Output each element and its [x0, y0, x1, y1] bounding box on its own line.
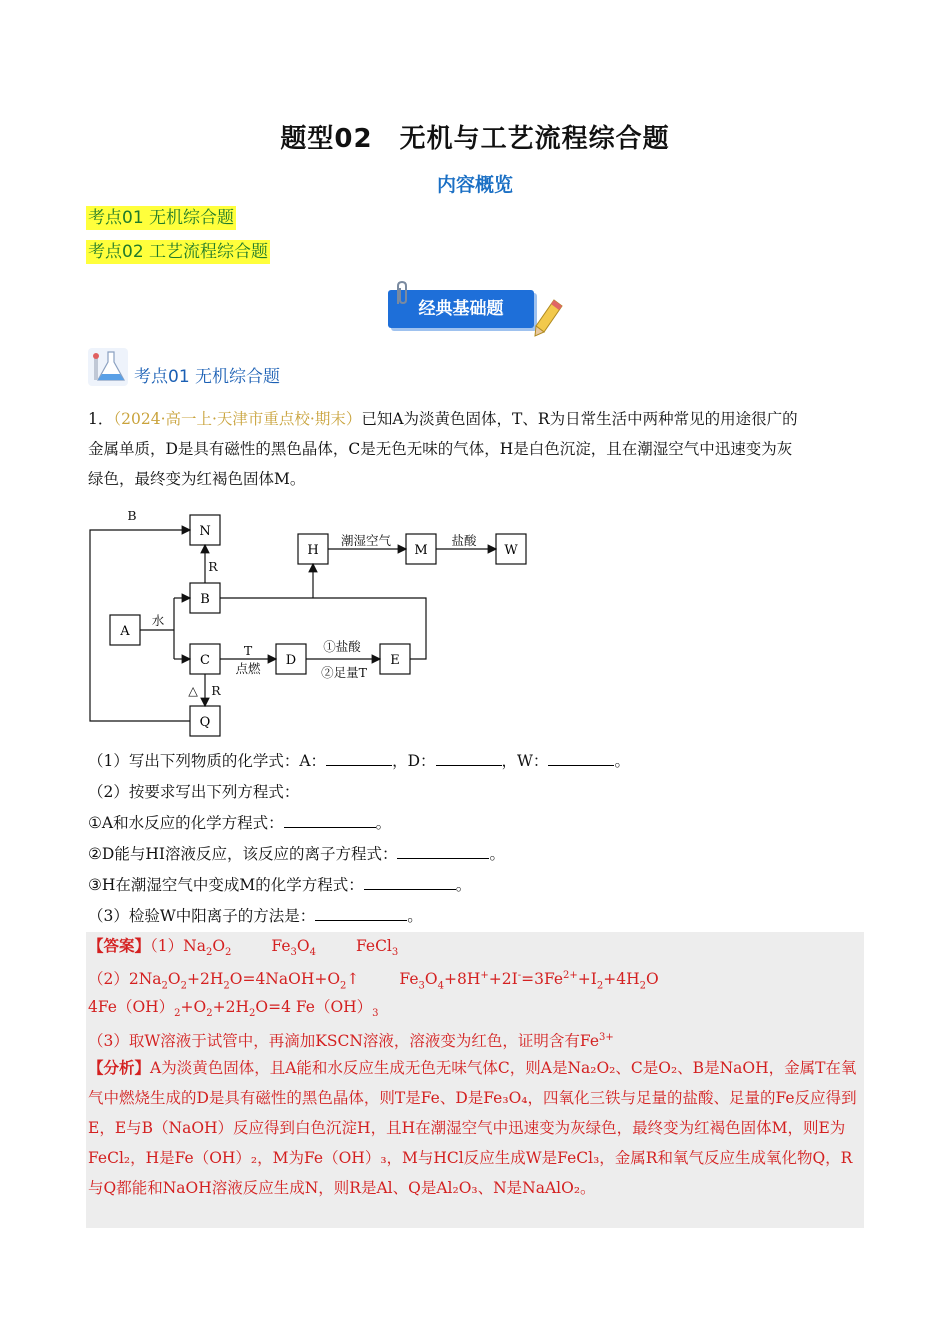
analysis-paragraph — [88, 1053, 864, 1203]
toc-item-2[interactable]: 考点02 工艺流程综合题 — [88, 242, 269, 262]
blank-D[interactable] — [436, 751, 502, 766]
node-C: C — [200, 653, 210, 668]
paperclip-icon — [392, 280, 412, 306]
analysis-label: 【分析】 — [88, 1058, 151, 1077]
sub2-3-text: ③H在潮湿空气中变成M的化学方程式： — [88, 876, 364, 894]
label-ignite: 点燃 — [235, 661, 261, 676]
sub2-2-end: 。 — [489, 845, 505, 863]
node-B: B — [200, 592, 210, 607]
node-N: N — [199, 524, 211, 539]
question-line-1: 已知A为淡黄色固体，T、R为日常生活中两种常见的用途很广的 — [361, 410, 798, 428]
sub-question-2: （2）按要求写出下列方程式： — [88, 783, 300, 801]
label-B-top: B — [127, 508, 137, 523]
pencil-icon — [532, 298, 564, 338]
label-step1: ①盐酸 — [323, 639, 361, 654]
question-line-2: 金属单质，D是具有磁性的黑色晶体，C是无色无味的气体，H是白色沉淀，且在潮湿空气中迅速变为灰 — [88, 440, 793, 458]
flask-icon — [86, 346, 130, 388]
sub1-d: ，D： — [392, 752, 436, 770]
classic-questions-banner: 经典基础题 — [388, 290, 534, 328]
sub1-end: 。 — [614, 752, 630, 770]
label-heat: △ — [188, 683, 198, 698]
label-water: 水 — [151, 613, 165, 628]
question-stem — [88, 404, 864, 494]
answer-line-4: （3）取W溶液于试管中，再滴加KSCN溶液，溶液变为红色，证明含有$Fe^{3+}$ — [88, 1032, 614, 1051]
sub-question-1 — [88, 746, 630, 776]
toc-item-1[interactable]: 考点01 无机综合题 — [88, 208, 235, 228]
answer-line-2: $(2)2Na_2O_2+2H_2O=4NaOH+O_2↑$ $Fe_3O_4+8H^++2I^-=3Fe^{2+}+I_2+4H_2O$ — [88, 970, 659, 992]
blank-2-3[interactable] — [364, 875, 456, 890]
answer-line-1: 【答案】$(1)Na_2O_2$ $Fe_3O_4$ FeCl$_3$ — [88, 936, 399, 959]
node-H: H — [307, 543, 319, 558]
sub-question-2-3 — [88, 870, 471, 900]
blank-W[interactable] — [548, 751, 614, 766]
node-W: W — [504, 543, 518, 558]
sub2-1-end: 。 — [375, 814, 392, 832]
sub2-3-end: 。 — [455, 876, 472, 894]
reaction-flow-diagram — [86, 505, 546, 745]
sub-question-3 — [88, 901, 423, 931]
sub2-2-text: ②D能与HI溶液反应，该反应的离子方程式： — [88, 845, 398, 863]
label-step2: ②足量T — [321, 665, 367, 680]
node-A: A — [120, 624, 130, 639]
node-D: D — [285, 653, 297, 668]
blank-A[interactable] — [326, 751, 392, 766]
label-hcl: 盐酸 — [451, 533, 477, 548]
blank-2-2[interactable] — [397, 844, 489, 859]
node-Q: Q — [199, 715, 211, 730]
node-M: M — [414, 543, 428, 558]
sub1-w: ，W： — [501, 752, 549, 770]
answer-part3: （3）取W溶液于试管中，再滴加KSCN溶液，溶液变为红色，证明含有Fe — [88, 1032, 599, 1051]
analysis-text: A为淡黄色固体，且A能和水反应生成无色无味气体C，则A是Na₂O₂、C是O₂、B是NaOH，金属T在氧气中燃烧生成的D是具有磁性的黑色晶体，则T是Fe、D是Fe₃O₄，四氧化三铁与足量的盐酸、足量的Fe反应得到E，E与B（NaOH）反应得到白色沉淀H，且H在潮湿空气中迅速变为灰绿色，最终变为红褐色固体M，则E为FeCl₂，H是Fe（OH）₂，M为Fe（OH）₃，M与HCl反应生成W是FeCl₃，金属R和氧气反应生成氧化物Q，R与Q都能和NaOH溶液反应生成N，则R是Al、Q是Al₂O₃、N是NaAlO₂。 — [88, 1059, 857, 1197]
answer-part1-prefix: （1） — [150, 937, 184, 955]
sub2-1-text: ①A和水反应的化学方程式： — [88, 814, 284, 832]
label-R-CQ: R — [211, 683, 221, 698]
label-wet-air: 潮湿空气 — [340, 533, 392, 548]
sub-question-2-1 — [88, 808, 391, 838]
overview-heading: 内容概览 — [436, 174, 513, 196]
question-source: （2024·高一上·天津市重点校·期末） — [113, 410, 362, 428]
label-R-BN: R — [208, 559, 218, 574]
section-heading: 考点01 无机综合题 — [134, 367, 281, 387]
question-number: 1． — [88, 410, 114, 428]
page-title: 题型02 无机与工艺流程综合题 — [280, 124, 670, 154]
answer-line-3: $4Fe(OH)_2+O_2+2H_2O=4$ $Fe(OH)_3$ — [88, 998, 379, 1020]
node-E: E — [390, 653, 400, 668]
answer-label: 【答案】 — [88, 936, 151, 955]
sub3-text: （3）检验W中阳离子的方法是： — [88, 907, 316, 925]
blank-3[interactable] — [315, 906, 407, 921]
question-line-3: 绿色，最终变为红褐色固体M。 — [88, 470, 306, 488]
blank-2-1[interactable] — [284, 813, 376, 828]
sub-question-2-2 — [88, 839, 505, 869]
sub3-end: 。 — [407, 907, 423, 925]
sub1-text: （1）写出下列物质的化学式：A： — [88, 752, 327, 770]
label-T: T — [243, 643, 253, 658]
